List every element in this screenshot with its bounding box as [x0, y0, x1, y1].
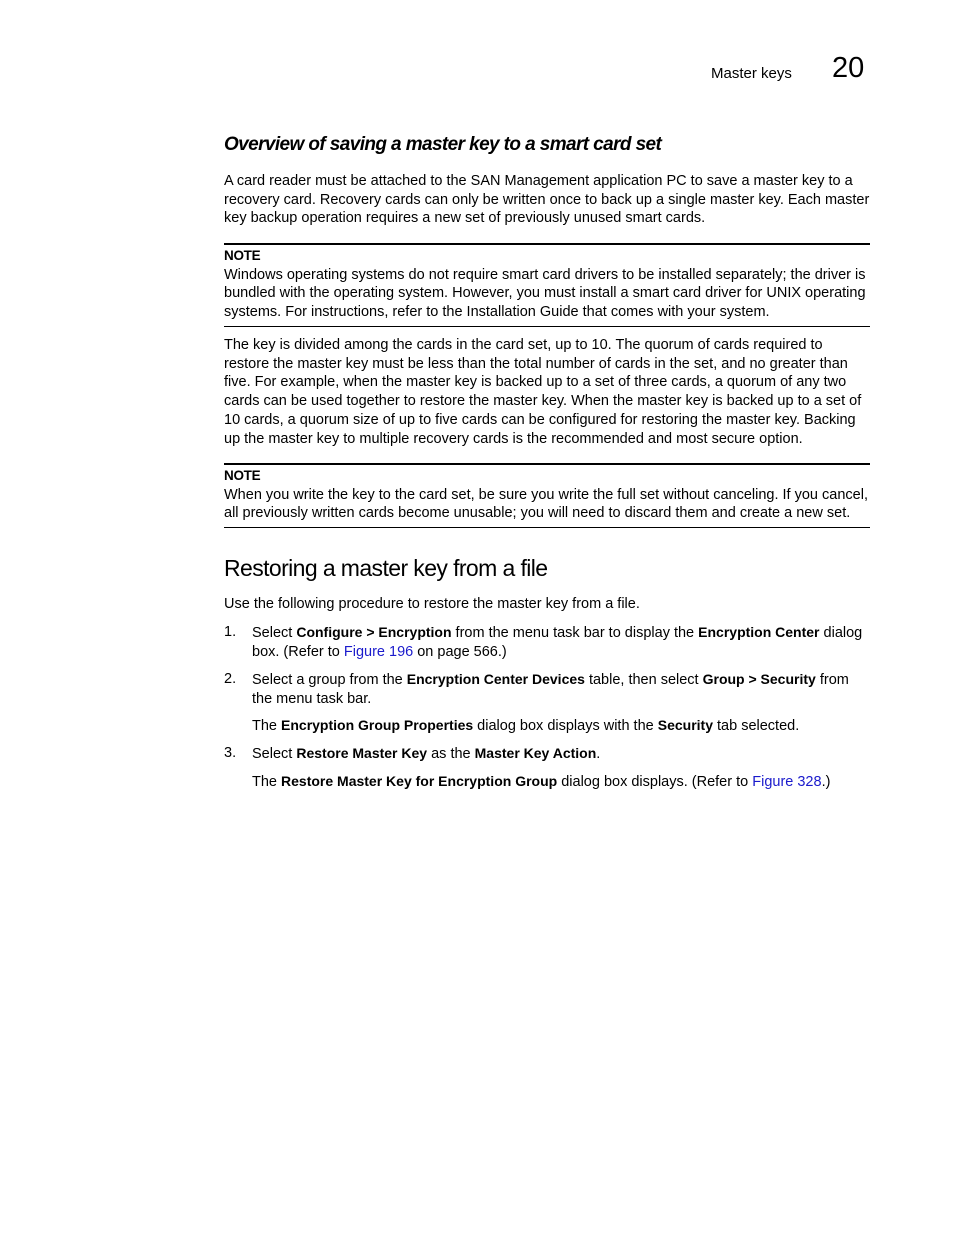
step-result-text: The Restore Master Key for Encryption Group dialog box displays. (Refer to Figure 328.) — [252, 773, 831, 790]
ui-label: Master Key Action — [474, 745, 597, 761]
step-text: Select a group from the Encryption Center Devices table, then select Group > Security from the menu task bar. — [252, 671, 849, 707]
header-section-title: Master keys — [711, 65, 792, 82]
ui-label: Security — [657, 717, 713, 733]
note-box-drivers — [224, 243, 870, 327]
step-number: 3. — [224, 745, 237, 761]
note-text: When you write the key to the card set, be sure you write the full set without canceling. If you cancel, all previously written cards become unusable; you will need to discard them and create a new set. — [224, 486, 868, 522]
subsection-heading: Overview of saving a master key to a smart card set — [224, 134, 662, 155]
ui-label: Restore Master Key for Encryption Group — [281, 773, 558, 789]
note-box-cancel — [224, 463, 870, 528]
step-number: 1. — [224, 624, 237, 640]
chapter-number: 20 — [832, 52, 865, 84]
ui-label: Encryption Center Devices — [406, 671, 585, 687]
ui-label: Encryption Center — [698, 624, 820, 640]
ui-label: Configure > Encryption — [296, 624, 452, 640]
quorum-paragraph: The key is divided among the cards in the card set, up to 10. The quorum of cards required to restore the master key must be less than the total number of cards in the set, and no greater than five. For example, when the master key is backed up to a set of three cards, a quorum of any two cards can be used together to restore the master key. When the master key is backed up to a set of 10 cards, a quorum size of up to five cards can be configured for restoring the master key. Backing up the master key to multiple recovery cards is the recommended and most secure option. — [224, 337, 862, 447]
section-heading: Restoring a master key from a file — [224, 555, 548, 581]
step-text: Select Configure > Encryption from the menu task bar to display the Encryption Center dialog box. (Refer to Figure 196 on page 566.) — [252, 624, 863, 660]
ui-label: Encryption Group Properties — [281, 717, 474, 733]
note-text: Windows operating systems do not require smart card drivers to be installed separately; the driver is bundled with the operating system. However, you must install a smart card driver for UNIX operating systems. For instructions, refer to the Installation Guide that comes with your system. — [224, 266, 866, 321]
intro-paragraph: A card reader must be attached to the SAN Management application PC to save a master key to a recovery card. Recovery cards can only be written once to back up a single master key. Each master key backup operation requires a new set of previously unused smart cards. — [224, 173, 870, 227]
ui-label: Restore Master Key — [296, 745, 428, 761]
figure-link[interactable]: Figure 196 — [343, 643, 414, 660]
step-result-text: The Encryption Group Properties dialog box displays with the Security tab selected. — [252, 717, 800, 734]
note-label: NOTE — [224, 248, 261, 263]
ui-label: Group > Security — [702, 671, 816, 687]
step-number: 2. — [224, 671, 237, 687]
step-text: Select Restore Master Key as the Master Key Action. — [252, 745, 601, 762]
section-intro: Use the following procedure to restore the master key from a file. — [224, 596, 640, 612]
figure-link[interactable]: Figure 328 — [752, 774, 822, 790]
note-label: NOTE — [224, 468, 261, 483]
